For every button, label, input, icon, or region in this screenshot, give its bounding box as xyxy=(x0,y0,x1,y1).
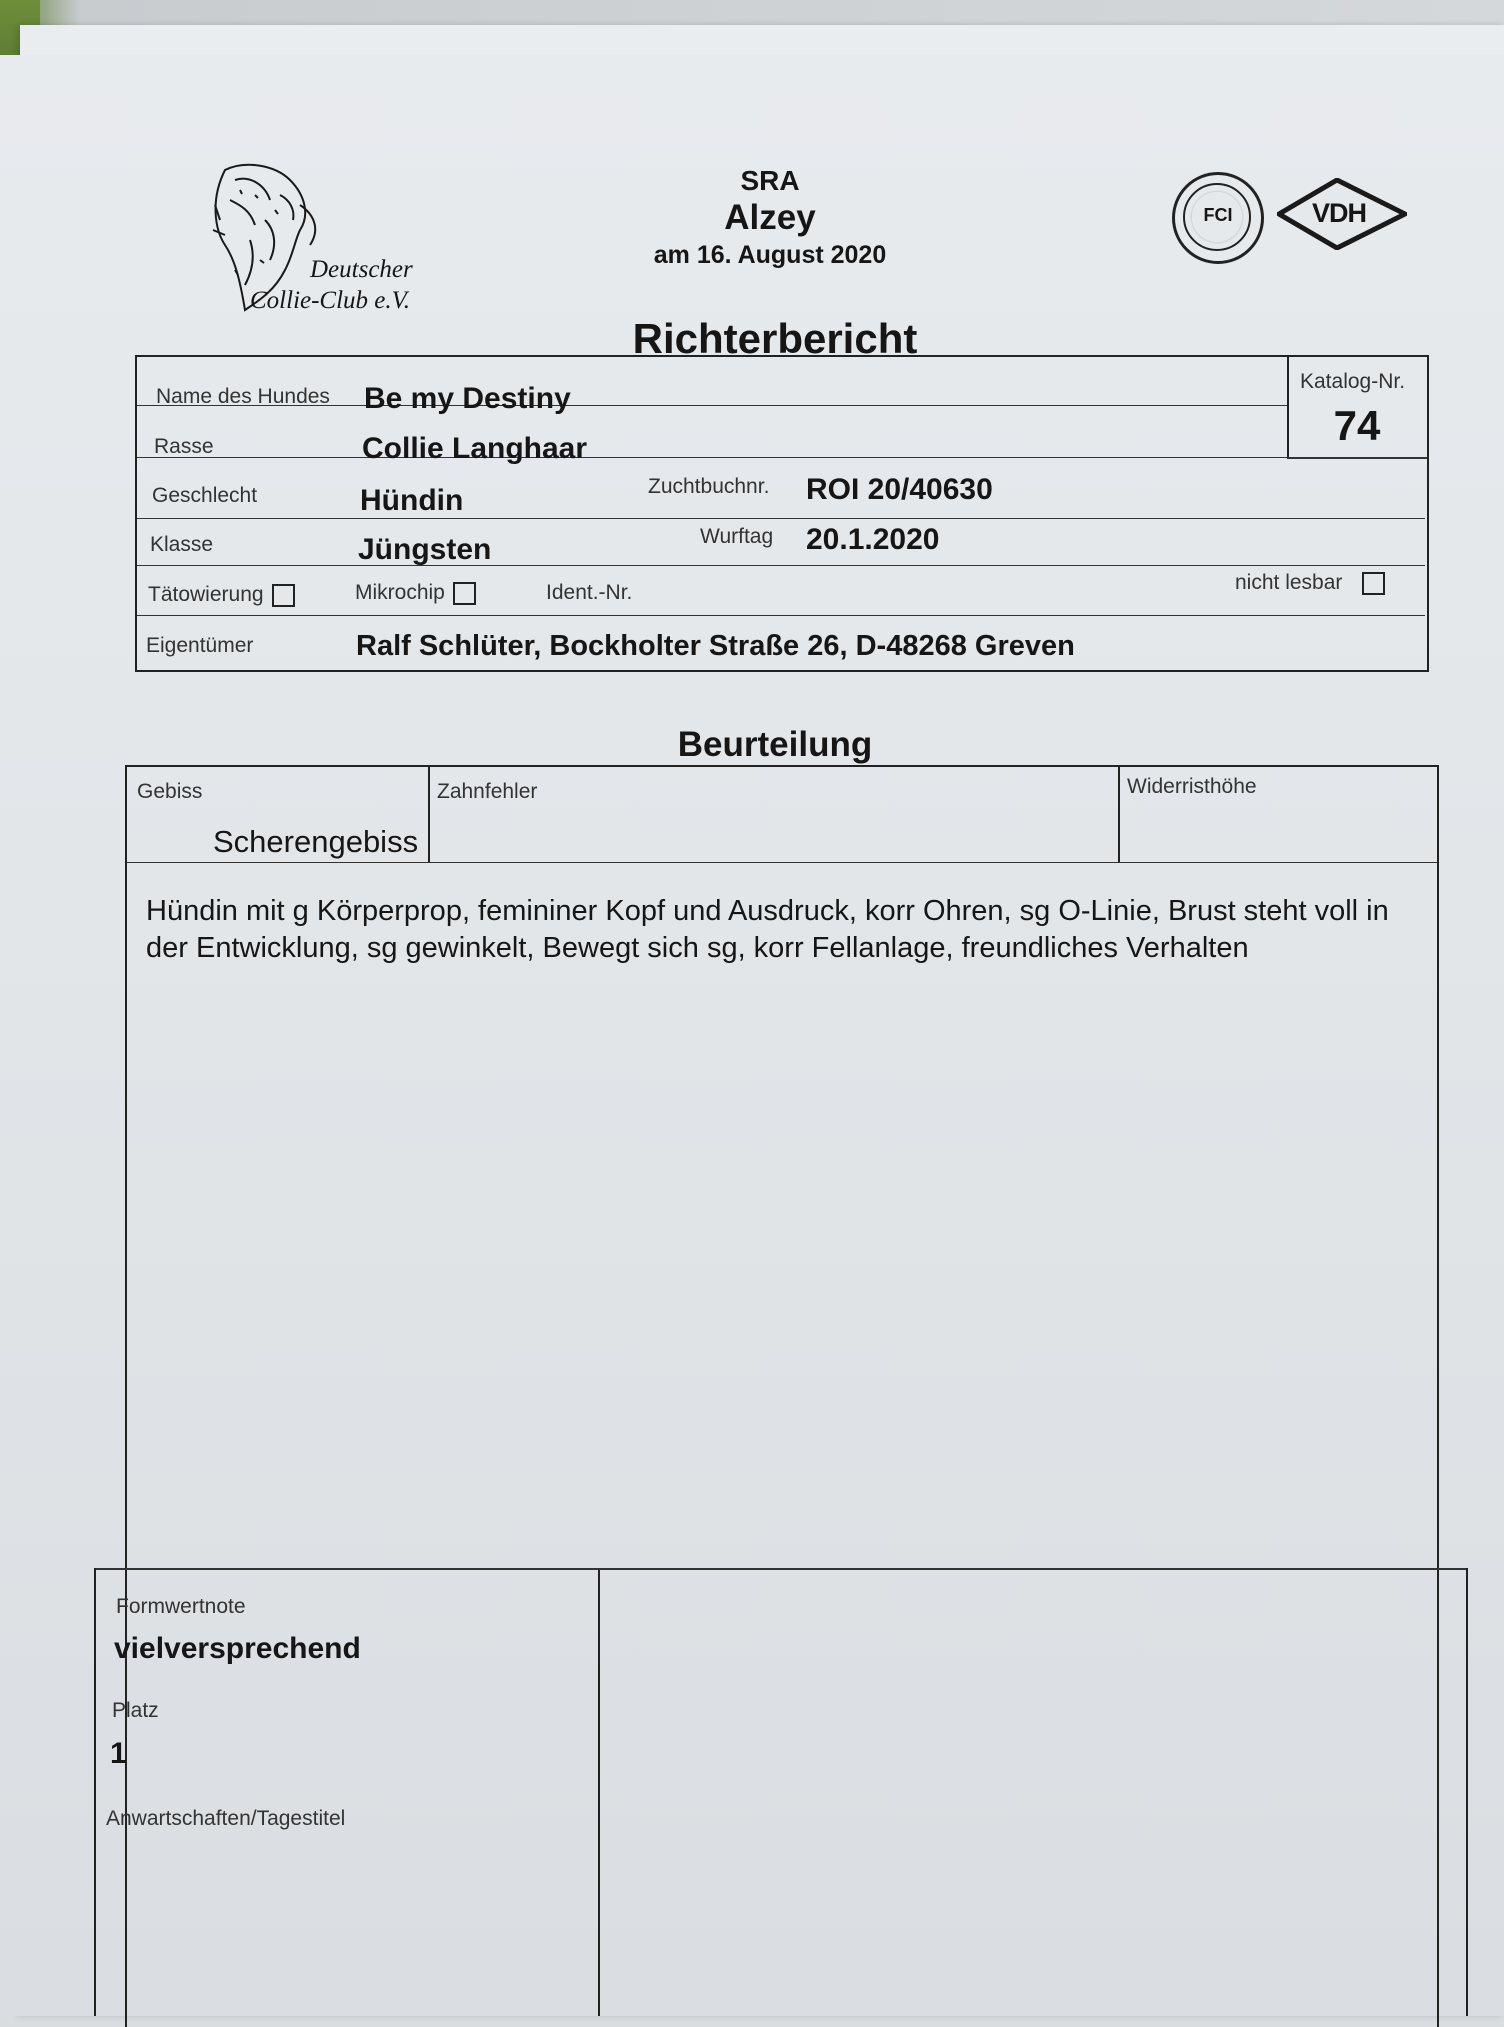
club-name-line2: Collie-Club e.V. xyxy=(250,287,410,314)
unreadable-label: nicht lesbar xyxy=(1235,571,1343,594)
dog-name-value: Be my Destiny xyxy=(364,382,571,415)
row-divider-3 xyxy=(137,518,1425,519)
event-date: am 16. August 2020 xyxy=(653,241,887,269)
breed-label: Rasse xyxy=(154,435,214,458)
teeth-label: Zahnfehler xyxy=(437,780,538,803)
class-label: Klasse xyxy=(150,533,214,556)
height-divider xyxy=(1118,767,1120,862)
sex-value: Hündin xyxy=(360,484,464,517)
vdh-logo xyxy=(1277,178,1407,250)
chip-label: Mikrochip xyxy=(355,581,445,604)
chip-checkbox[interactable] xyxy=(453,582,476,605)
row-divider-4 xyxy=(137,565,1425,566)
vdh-text: VDH xyxy=(1311,198,1366,228)
tattoo-checkbox[interactable] xyxy=(272,584,295,607)
catalog-label: Katalog-Nr. xyxy=(1300,370,1406,393)
chip-field xyxy=(355,581,476,605)
fci-text: FCI xyxy=(1203,205,1233,225)
catalog-number: 74 xyxy=(1333,402,1381,449)
result-column-divider xyxy=(598,1570,600,2016)
club-name-line1: Deutscher xyxy=(310,256,413,283)
catalog-bottom xyxy=(1287,457,1427,459)
grade-label: Formwertnote xyxy=(116,1595,246,1618)
bite-label: Gebiss xyxy=(137,780,203,803)
studbook-label: Zuchtbuchnr. xyxy=(648,475,770,498)
owner-label: Eigentümer xyxy=(146,634,254,657)
assessment-text: Hündin mit g Körperprop, femininer Kopf und Ausdruck, korr Ohren, sg O-Linie, Brust steht voll in der Entwicklung, sg gewinkelt, Bewegt sich sg, korr Fellanlage, freundliches Verhalten xyxy=(146,895,1389,964)
class-value: Jüngsten xyxy=(358,533,492,566)
assessment-row-divider xyxy=(127,862,1437,863)
owner-value: Ralf Schlüter, Bockholter Straße 26, D-48268 Greven xyxy=(356,630,1075,662)
event-city: Alzey xyxy=(724,198,816,237)
place-value: 1 xyxy=(110,1737,127,1770)
event-name: SRA xyxy=(740,165,800,196)
titles-label: Anwartschaften/Tagestitel xyxy=(106,1807,346,1830)
unreadable-checkbox[interactable] xyxy=(1362,572,1385,595)
tattoo-field xyxy=(148,583,295,607)
tattoo-label: Tätowierung xyxy=(148,583,264,606)
row-divider-5 xyxy=(137,615,1425,616)
bite-divider xyxy=(428,767,430,862)
place-label: Platz xyxy=(112,1699,159,1722)
result-left-border xyxy=(94,1568,96,2016)
birth-label: Wurftag xyxy=(700,525,774,548)
bite-value: Scherengebiss xyxy=(213,824,419,859)
grade-value: vielversprechend xyxy=(114,1632,361,1665)
unreadable-field xyxy=(1235,571,1385,595)
breed-value: Collie Langhaar xyxy=(362,432,588,465)
result-divider xyxy=(94,1568,1466,1570)
sex-label: Geschlecht xyxy=(152,484,258,507)
height-label: Widerristhöhe xyxy=(1127,775,1257,798)
row-divider-2 xyxy=(137,457,1287,458)
assessment-title: Beurteilung xyxy=(677,725,873,764)
fci-logo xyxy=(1172,172,1264,264)
birth-value: 20.1.2020 xyxy=(806,523,940,556)
result-right-border xyxy=(1466,1568,1468,2016)
dog-name-label: Name des Hundes xyxy=(156,385,330,408)
studbook-value: ROI 20/40630 xyxy=(806,473,993,506)
page-title: Richterbericht xyxy=(632,315,918,362)
ident-label: Ident.-Nr. xyxy=(546,581,633,604)
